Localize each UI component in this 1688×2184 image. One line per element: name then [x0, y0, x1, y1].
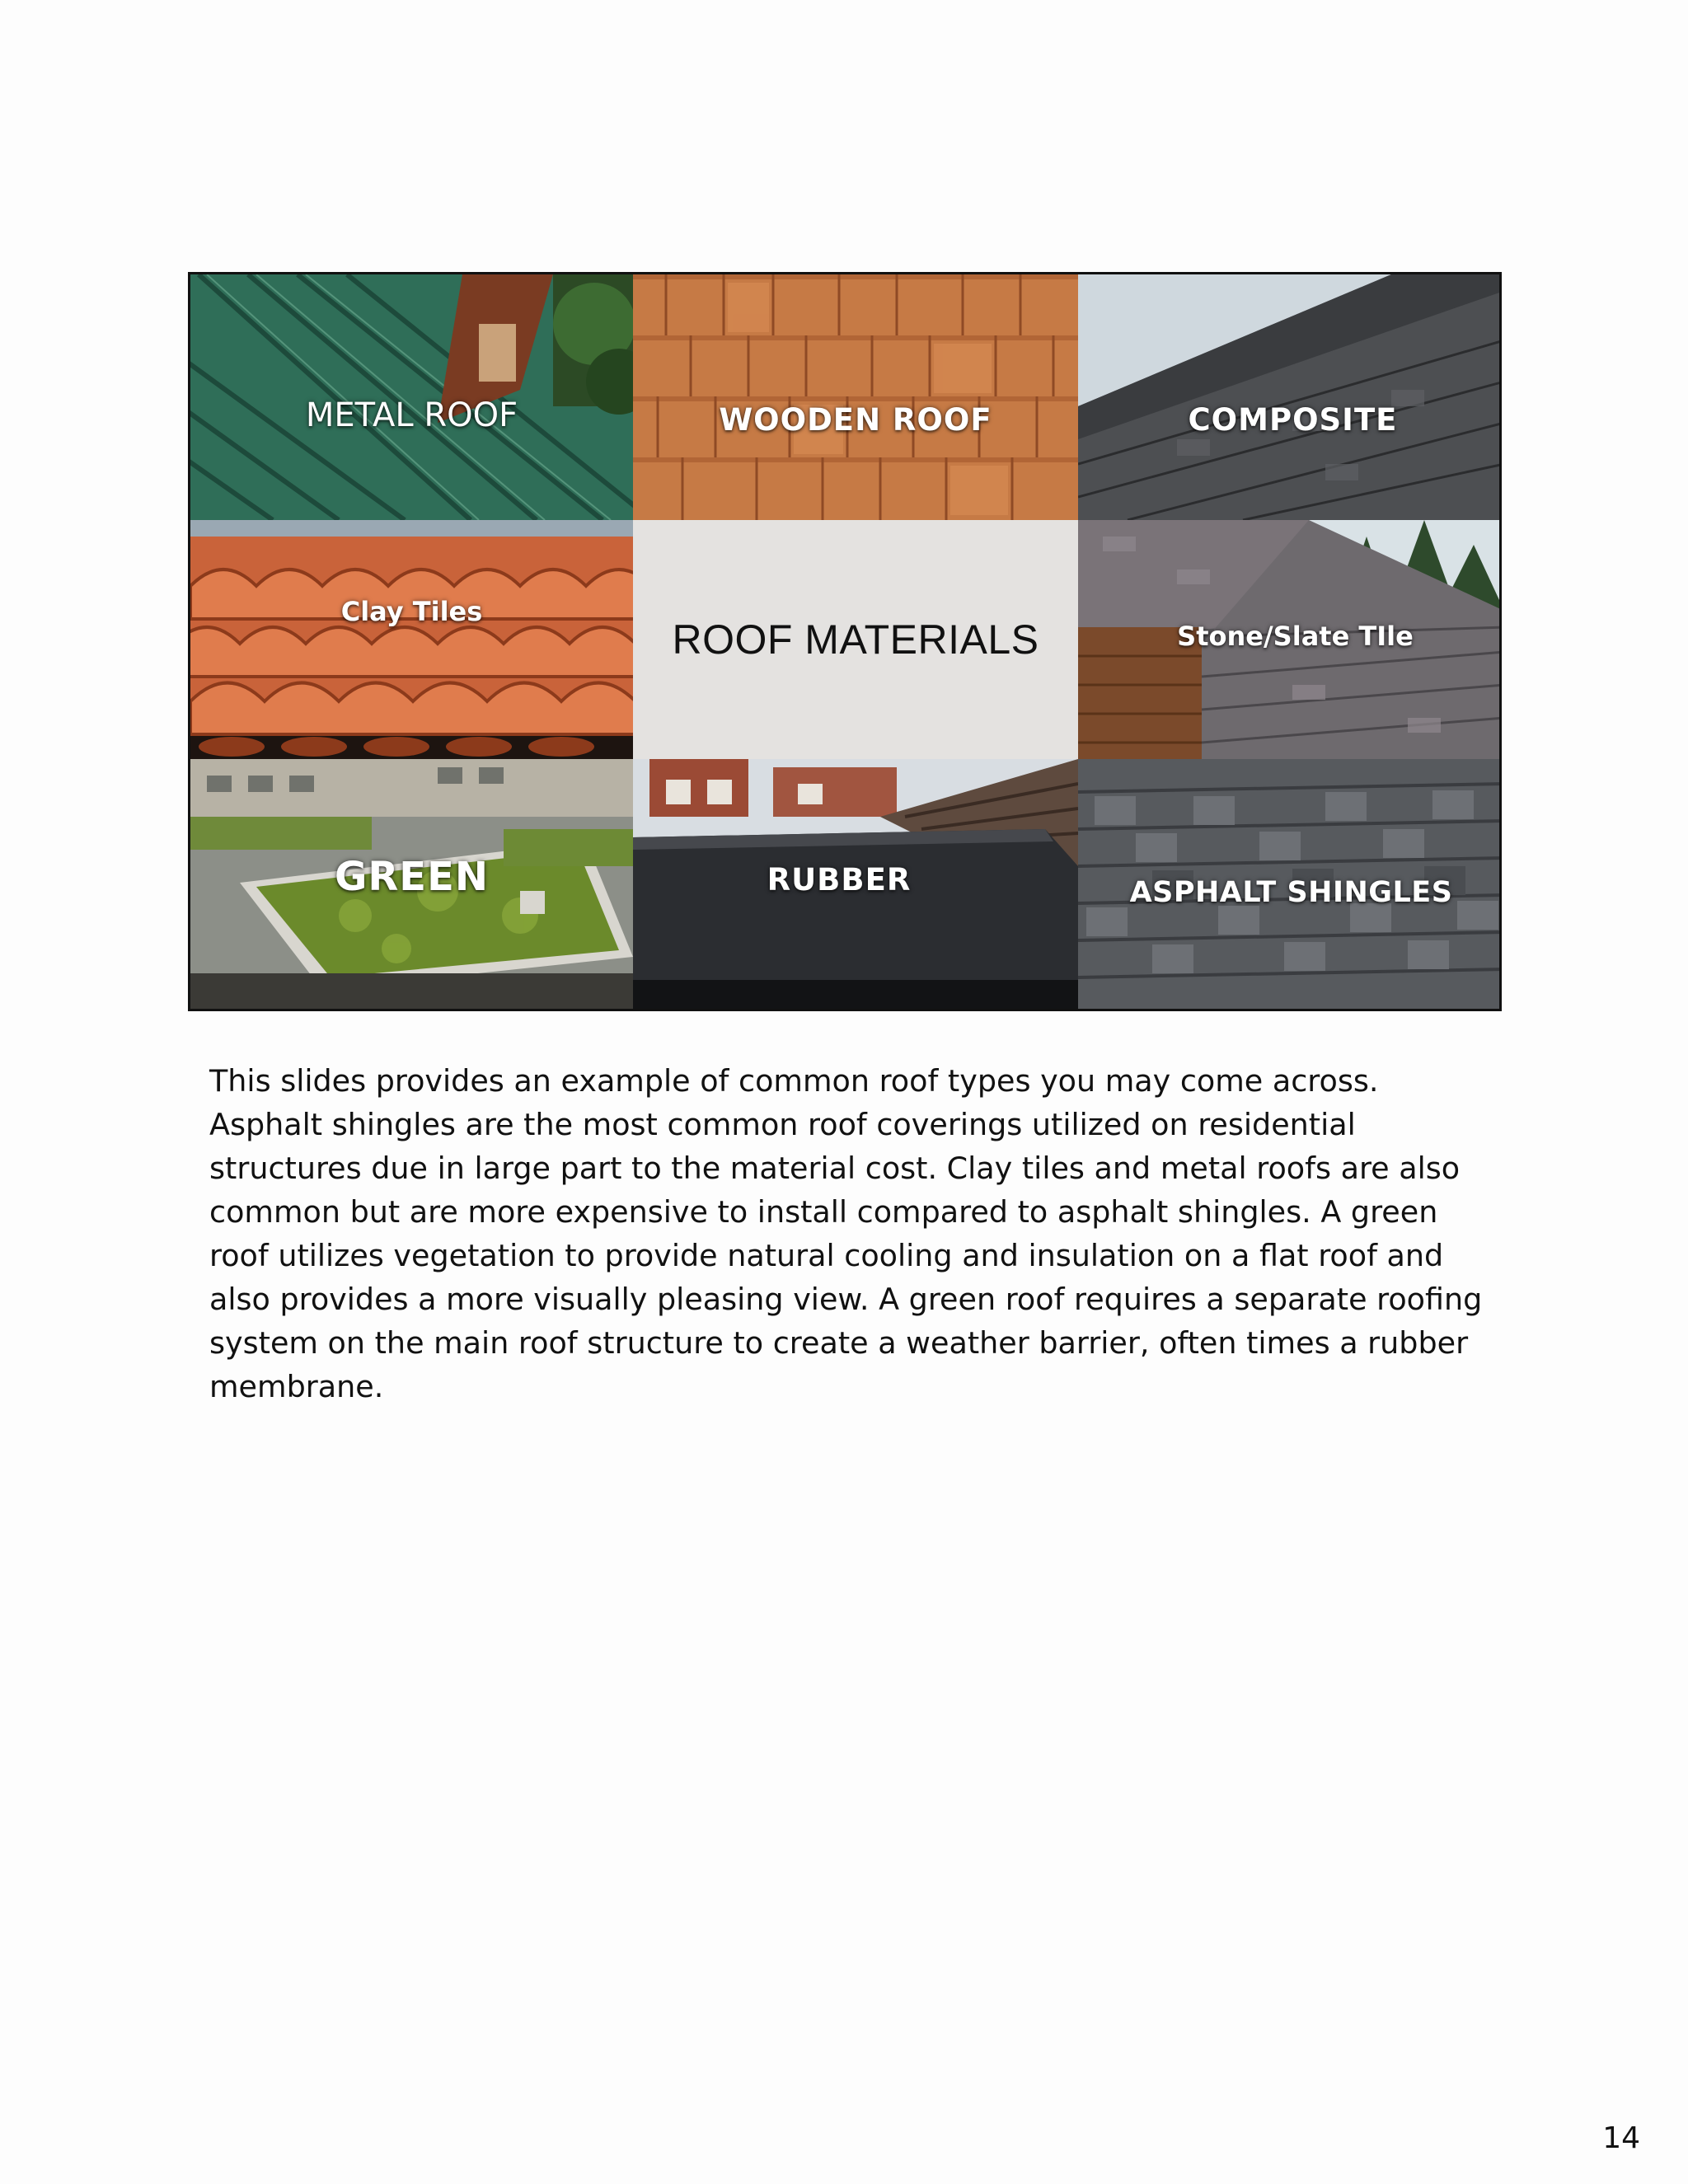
clay-tiles-tile	[190, 520, 633, 759]
metal-roof-tile	[190, 274, 633, 520]
rubber-roof-label: RUBBER	[767, 862, 912, 898]
clay-tiles-label: Clay Tiles	[340, 596, 483, 627]
green-roof-label: GREEN	[334, 854, 490, 900]
slide-title: ROOF MATERIALS	[672, 616, 1039, 663]
wooden-roof-label: WOODEN ROOF	[719, 402, 992, 438]
metal-roof-label: METAL ROOF	[305, 396, 518, 434]
asphalt-shingles-tile	[1078, 759, 1502, 1009]
clay-tiles-photo	[190, 520, 633, 759]
stone-slate-tile	[1078, 520, 1502, 759]
stone-slate-label: Stone/Slate TIle	[1177, 621, 1414, 652]
speaker-notes-text: This slides provides an example of common roof types you may come across. Asphalt shingles are the most common roof coverings utilized on residential structures due in large part to the material cost. Clay tiles and metal roofs are also common but are more expensive to install compared to asphalt shingles. A green roof utilizes vegetation to provide natural cooling and insulation on a flat roof and also provides a more visually pleasing view. A green roof requires a separate roofing system on the main roof structure to create a weather barrier, often times a rubber membrane.	[209, 1063, 1483, 1404]
composite-label: COMPOSITE	[1188, 402, 1398, 438]
roof-materials-slide	[188, 272, 1502, 1011]
asphalt-shingles-label: ASPHALT SHINGLES	[1129, 876, 1453, 909]
composite-roof-photo	[1078, 274, 1502, 520]
wooden-roof-photo	[633, 274, 1078, 520]
wooden-roof-tile	[633, 274, 1078, 520]
roof-materials-center-tile	[633, 520, 1078, 759]
rubber-roof-tile	[633, 759, 1078, 1009]
page-number: 14	[1602, 2121, 1640, 2155]
composite-tile	[1078, 274, 1502, 520]
green-roof-tile	[190, 759, 633, 1009]
